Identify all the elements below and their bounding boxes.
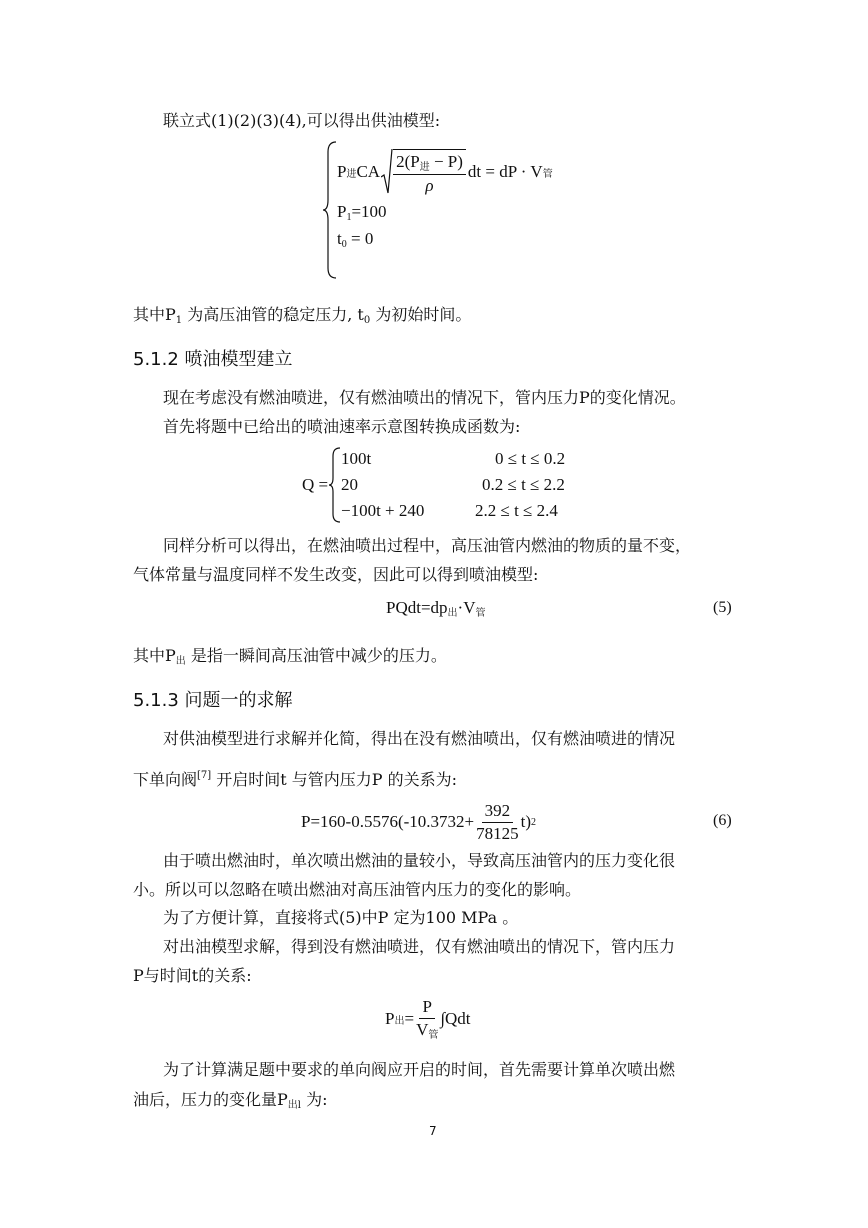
equation-7: P 出 = $\frac{P}{V_管}$ ∫Qdt xyxy=(385,997,471,1041)
paragraph-line: 下单向阀[7] 开启时间t 与管内压力P 的关系为: xyxy=(133,770,458,789)
piecewise-row-2-expr: 20 xyxy=(341,475,358,494)
paragraph-line: 对出油模型求解，得到没有燃油喷进，仅有燃油喷出的情况下，管内压力 xyxy=(163,937,676,956)
paragraph-line: 对供油模型进行求解并化简，得出在没有燃油喷出，仅有燃油喷进的情况 xyxy=(163,729,676,748)
section-heading-5-1-2: 5.1.2 喷油模型建立 xyxy=(133,349,293,370)
citation-ref: [7] xyxy=(197,770,212,781)
piecewise-row-3-cond: 2.2 ≤ t ≤ 2.4 xyxy=(475,501,558,520)
piecewise-row-2-cond: 0.2 ≤ t ≤ 2.2 xyxy=(482,475,565,494)
paragraph-line: 首先将题中已给出的喷油速率示意图转换成函数为: xyxy=(163,417,521,436)
piecewise-brace xyxy=(328,446,342,528)
intro-line: 联立式(1)(2)(3)(4),可以得出供油模型: xyxy=(163,111,441,130)
paragraph-line: 为了方便计算，直接将式(5)中P 定为100 MPa 。 xyxy=(163,908,519,927)
section-heading-5-1-3: 5.1.3 问题一的求解 xyxy=(133,690,293,711)
supply-equation-2: $P_1=100$ xyxy=(337,202,387,223)
definition-line-2: 其中$P_出$ 是指一瞬间高压油管中减少的压力。 xyxy=(133,646,447,667)
equation-6: P=160-0.5576(-10.3732+ $\frac{392}{78125}$ t) 2 xyxy=(301,800,537,843)
paragraph-line: 现在考虑没有燃油喷进，仅有燃油喷出的情况下，管内压力P的变化情况。 xyxy=(163,388,686,407)
equation-6-number: (6) xyxy=(713,812,732,829)
paragraph-line: P与时间t的关系: xyxy=(133,966,252,985)
paragraph-line: 为了计算满足题中要求的单向阀应开启的时间，首先需要计算单次喷出燃 xyxy=(163,1060,676,1079)
page-number: 7 xyxy=(429,1124,437,1138)
paragraph-line: 气体常量与温度同样不发生改变，因此可以得到喷油模型: xyxy=(133,565,539,584)
definition-line-1: 其中$P_1$ 为高压油管的稳定压力, $t_0$ 为初始时间。 xyxy=(133,305,472,326)
piecewise-row-1-cond: 0 ≤ t ≤ 0.2 xyxy=(495,449,566,468)
equation-5: $PQdt=dp_出\cdot V_管$ xyxy=(386,598,486,619)
sqrt-expression: $\frac{2(P_进 - P)}{\rho}$ xyxy=(380,149,468,196)
paragraph-line: 同样分析可以得出，在燃油喷出过程中，高压油管内燃油的物质的量不变， xyxy=(163,536,692,555)
piecewise-row-1-expr: 100t xyxy=(341,449,372,468)
supply-equation-3: $t_0 = 0$ xyxy=(337,229,374,250)
paragraph-line: 油后，压力的变化量$P_{出l}$ 为: xyxy=(133,1090,328,1111)
piecewise-lhs: Q = xyxy=(302,475,329,494)
paragraph-line: 由于喷出燃油时，单次喷出燃油的量较小，导致高压油管内的压力变化很 xyxy=(163,851,676,870)
supply-equation-1: P 进 CA $\frac{2(P_进 - P)}{\rho}$ dt = dP · V 管 xyxy=(337,148,553,196)
paragraph-line: 小。所以可以忽略在喷出燃油对高压油管内压力的变化的影响。 xyxy=(133,880,582,899)
system-brace xyxy=(322,140,338,280)
eq1-left: P xyxy=(337,162,347,181)
piecewise-row-3-expr: −100t + 240 xyxy=(341,501,425,520)
equation-5-number: (5) xyxy=(713,599,732,616)
